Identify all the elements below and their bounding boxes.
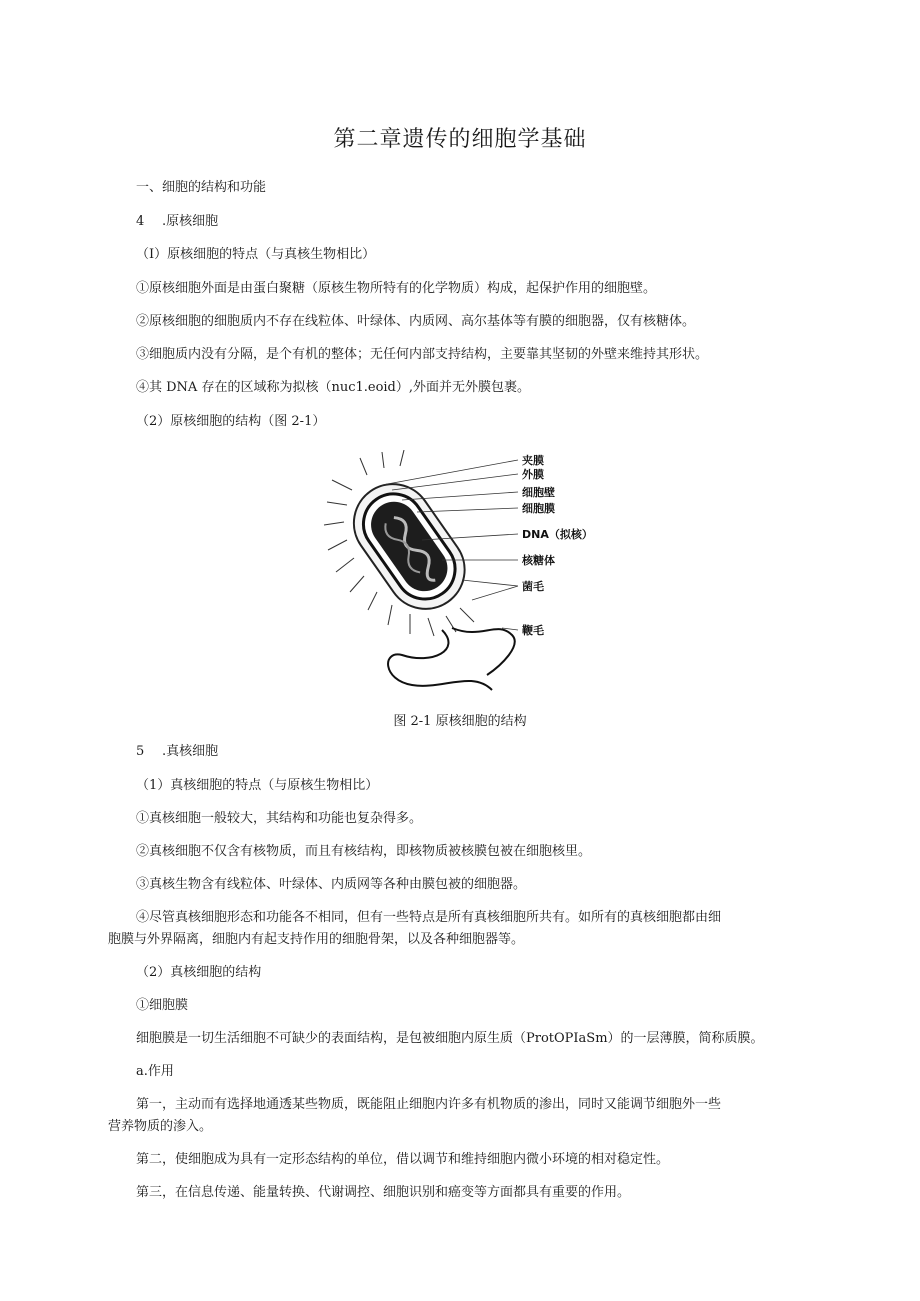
paragraph-continuation: 营养物质的渗入。 [108,1119,213,1134]
paragraph: ③真核生物含有线粒体、叶绿体、内质网等各种由膜包被的细胞器。 [136,877,527,892]
figure-label: 外膜 [522,468,544,481]
paragraph: 细胞膜是一切生活细胞不可缺少的表面结构，是包被细胞内原生质（ProtOPIaSm）的一层薄膜，简称质膜。 [136,1031,764,1046]
paragraph: ④其 DNA 存在的区域称为拟核（nuc1.eoid）,外面并无外膜包裹。 [136,380,531,395]
item-label: .原核细胞 [162,214,219,229]
paragraph: ③细胞质内没有分隔，是个有机的整体；无任何内部支持结构，主要靠其坚韧的外壁来维持其形状。 [136,347,709,362]
figure-label: 细胞壁 [522,486,555,499]
paragraph-continuation: 胞膜与外界隔离，细胞内有起支持作用的细胞骨架，以及各种细胞器等。 [108,932,525,947]
paragraph: ②真核细胞不仅含有核物质，而且有核结构，即核物质被核膜包被在细胞核里。 [136,844,592,859]
section-heading: 一、细胞的结构和功能 [136,180,267,195]
bacterium-illustration [322,450,602,700]
prokaryote-figure [322,450,602,700]
item-label: .真核细胞 [162,744,219,759]
figure-label: 核糖体 [522,554,555,567]
subheading: （I）原核细胞的特点（与真核生物相比） [136,247,376,262]
subheading: （1）真核细胞的特点（与原核生物相比） [136,778,379,793]
subheading: a.作用 [136,1064,174,1079]
subheading: （2）真核细胞的结构 [136,965,262,980]
paragraph: 第三，在信息传递、能量转换、代谢调控、细胞识别和癌变等方面都具有重要的作用。 [136,1185,631,1200]
paragraph: 第一，主动而有选择地通透某些物质，既能阻止细胞内许多有机物质的渗出，同时又能调节细胞外一些 [136,1097,722,1112]
paragraph: ①真核细胞一般较大，其结构和功能也复杂得多。 [136,811,423,826]
flagellum-2 [452,628,515,675]
item-number: 5 [136,744,145,759]
item-heading-eukaryote [136,742,218,761]
figure-caption: 图 2-1 原核细胞的结构 [393,714,527,729]
paragraph: ②原核细胞的细胞质内不存在线粒体、叶绿体、内质网、高尔基体等有膜的细胞器，仅有核糖体。 [136,314,696,329]
subheading: （2）原核细胞的结构（图 2-1） [136,414,326,429]
page-title: 第二章遗传的细胞学基础 [333,127,587,152]
figure-label: 菌毛 [522,580,544,593]
item-heading-prokaryote [136,212,218,231]
subheading: ①细胞膜 [136,998,189,1013]
paragraph: ④尽管真核细胞形态和功能各不相同，但有一些特点是所有真核细胞所共有。如所有的真核细胞都由细 [136,910,722,925]
figure-label: 鞭毛 [522,624,544,637]
figure-label: 细胞膜 [522,502,555,515]
figure-label: DNA（拟核） [522,528,593,541]
flagellum-1 [388,630,492,690]
figure-label: 夹膜 [522,454,544,467]
paragraph: ①原核细胞外面是由蛋白聚糖（原核生物所特有的化学物质）构成，起保护作用的细胞壁。 [136,281,657,296]
item-number: 4 [136,214,145,229]
paragraph: 第二，使细胞成为具有一定形态结构的单位，借以调节和维持细胞内微小环境的相对稳定性。 [136,1152,670,1167]
